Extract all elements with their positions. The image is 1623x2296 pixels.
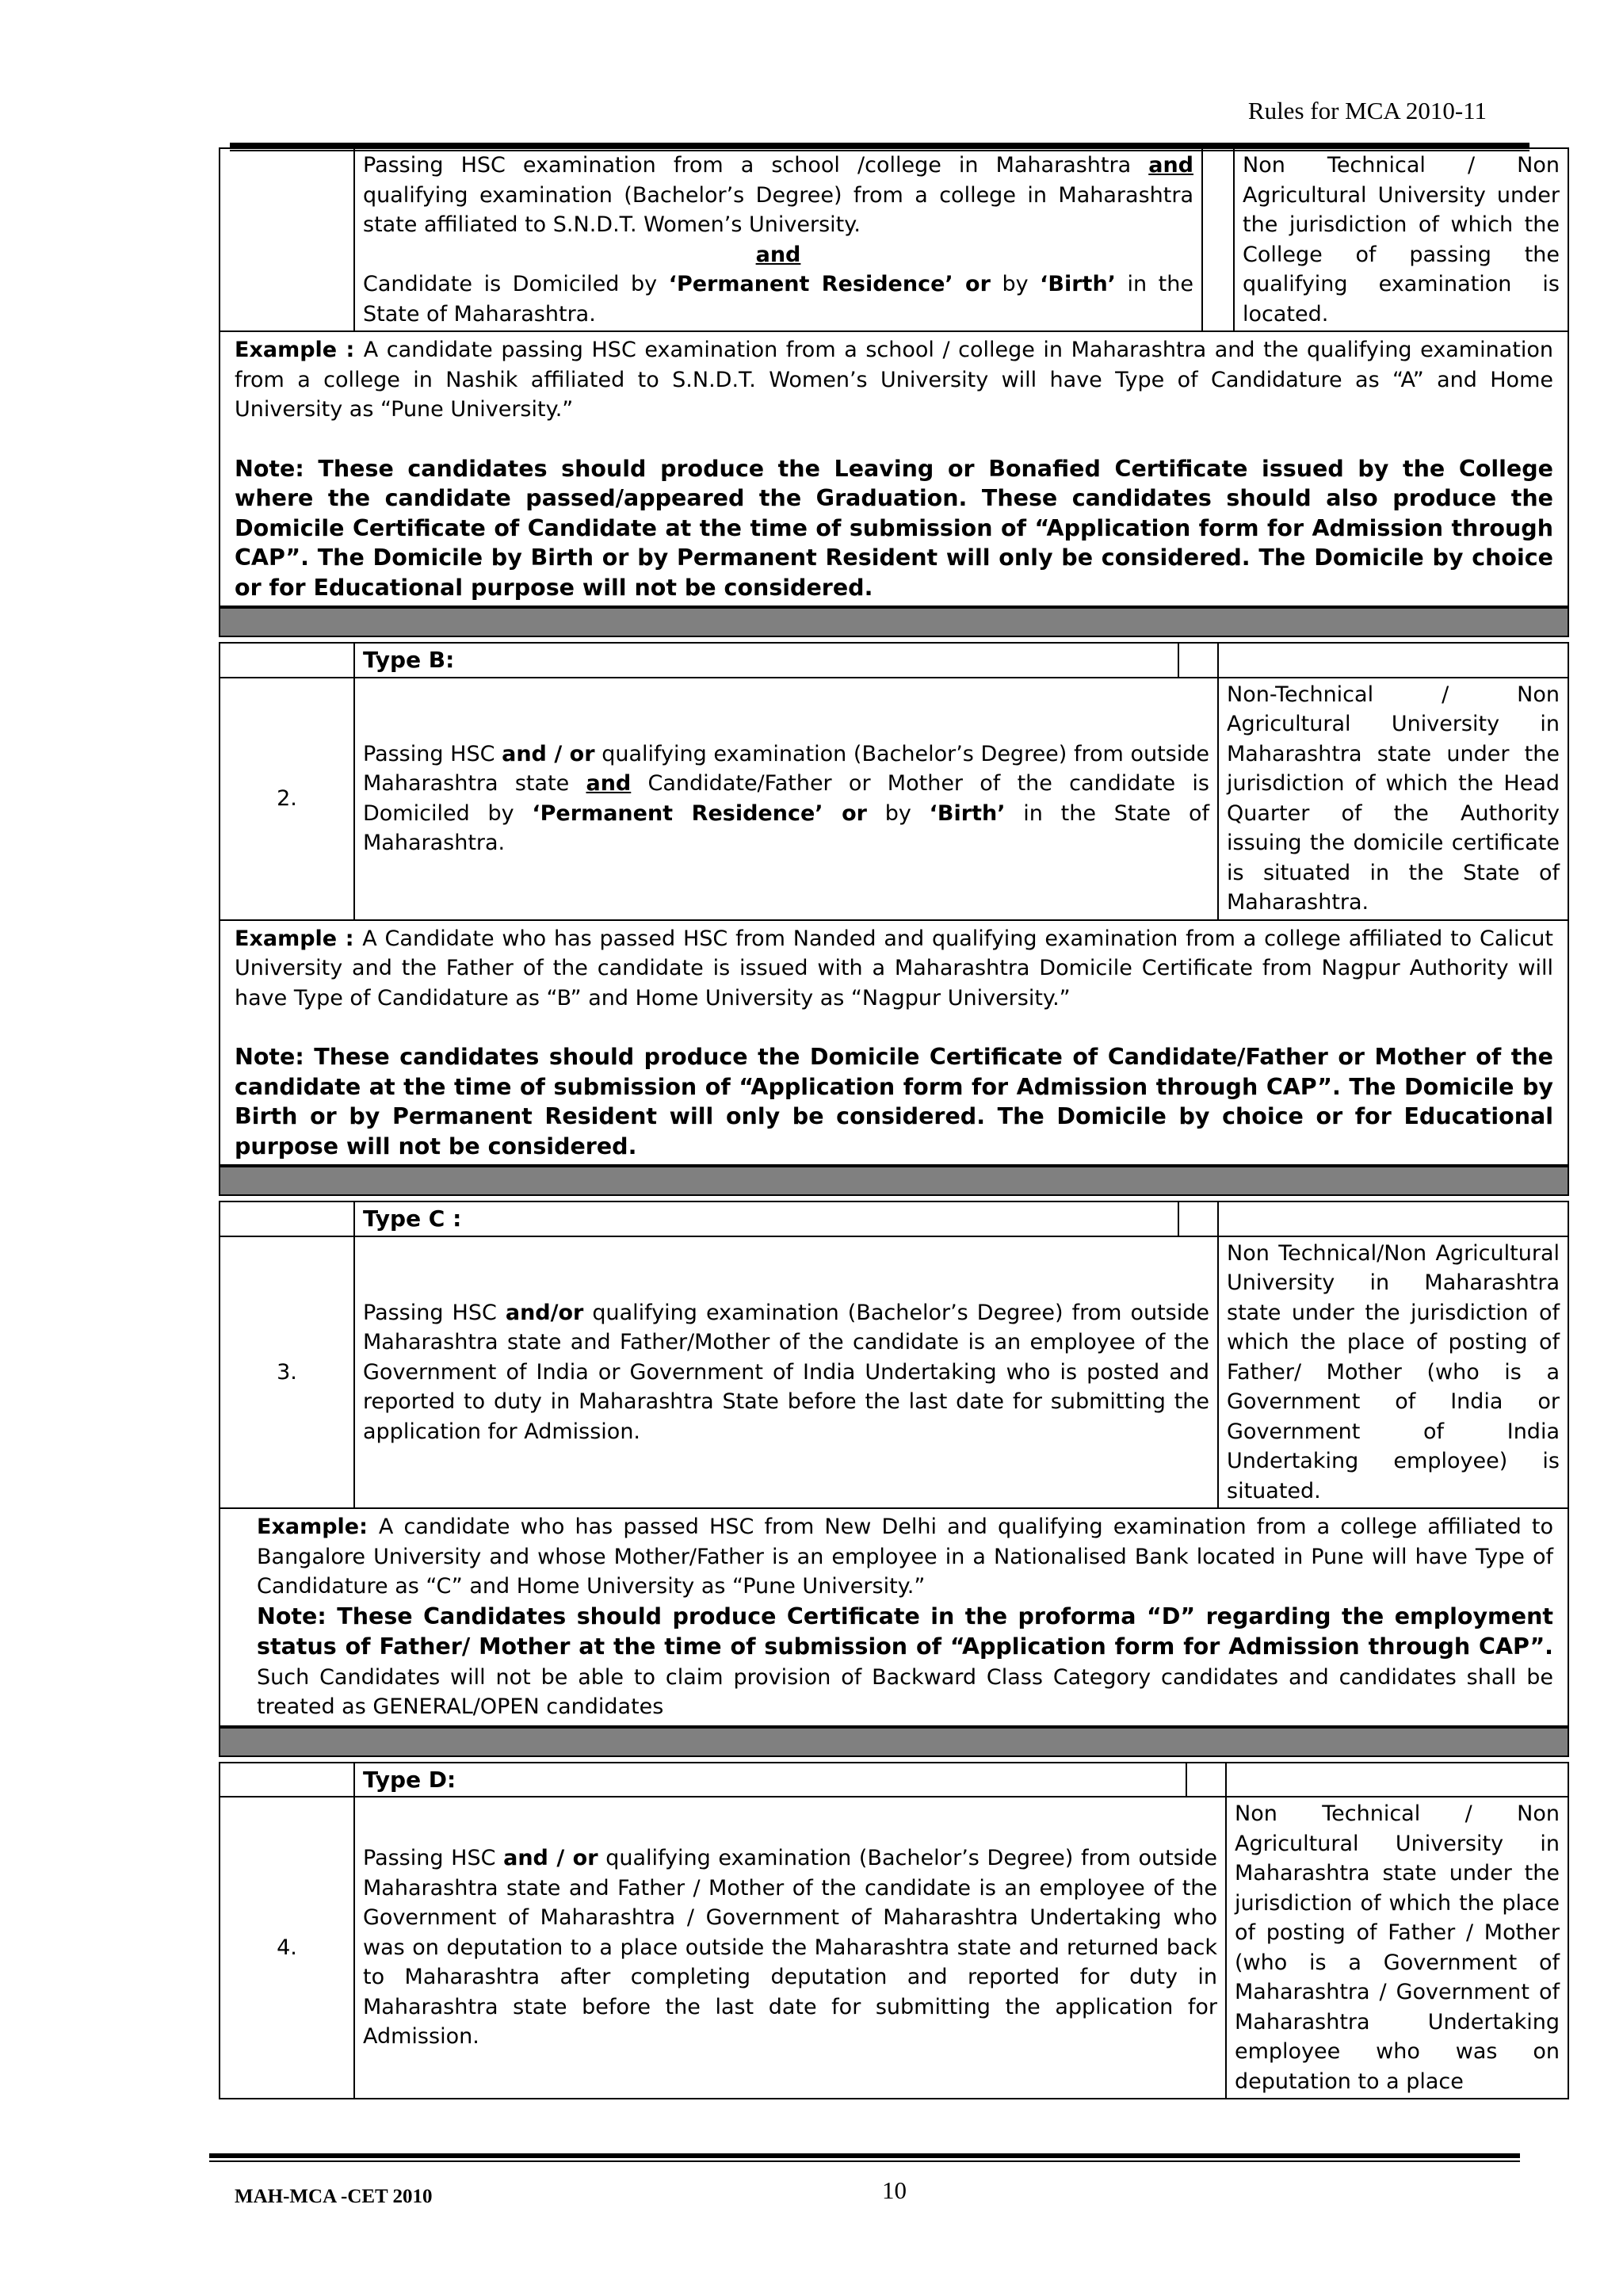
typeA-and-center [363, 240, 1193, 270]
typeC-eligibility [354, 1236, 1218, 1509]
typeA-empty-cell [1202, 148, 1234, 331]
typeD-title: Type D: [354, 1763, 1186, 1797]
typeD-num: 4. [220, 1797, 354, 2099]
typeD-title-empty-1 [1186, 1763, 1226, 1797]
typeB-example-block [219, 921, 1569, 1167]
typeB-title-num [220, 643, 354, 678]
typeD-p2: qualifying examination (Bachelor’s Degree) from outside Maharashtra state and Father / Mother of the candidate is an employee of the Government of Maharashtra / Government of Maharashtra Undertaking who was on deputation to a place outside the Maharashtra state and returned back to Maharashtra after completing deputation and reported for duty in Maharashtra state before the last date for submitting the application for Admission. [363, 1846, 1218, 2050]
typeA-dom-perm: ‘Permanent Residence’ or [668, 272, 991, 296]
typeD-row [220, 1797, 1568, 2099]
separator-1 [219, 607, 1569, 637]
typeB-p3b: ‘Permanent Residence’ or [532, 800, 867, 826]
typeB-p5: in the State of Maharashtra. [363, 800, 1209, 855]
typeB-p1b: and / or [502, 741, 595, 766]
typeA-line1: Passing HSC examination from a school /college in Maharashtra [363, 153, 1149, 178]
typeB-title-empty-1 [1178, 643, 1218, 678]
typeA-dom-mid: by [990, 272, 1041, 296]
typeD-title-empty-2 [1226, 1763, 1568, 1797]
typeC-row [220, 1236, 1568, 1509]
typeB-example-label: Example : [235, 926, 363, 951]
typeC-example-block [219, 1509, 1569, 1727]
typeB-p3: Candidate/Father or Mother of the candidate is Domiciled by [363, 771, 1209, 826]
typeB-p2: qualifying examination (Bachelor’s Degree) from outside Maharashtra state [363, 741, 1210, 796]
typeB-title-empty-2 [1218, 643, 1568, 678]
typeA-row [220, 148, 1568, 331]
footer-rule-thin [209, 2160, 1520, 2162]
gray-band [220, 608, 1568, 636]
typeD-home-university: Non Technical / Non Agricultural University in Maharashtra state under the jurisdiction of which the place of posting of Father / Mother (who is a Government of Maharashtra / Government of Maharashtra Undertaking employee who was on deputation to a place [1226, 1797, 1568, 2099]
typeC-title-empty-1 [1178, 1201, 1218, 1236]
typeB-p1: Passing HSC [363, 741, 502, 766]
typeB-table [219, 642, 1569, 921]
spacer [235, 425, 1553, 454]
typeC-note: Note: These Candidates should produce Certificate in the proforma “D” regarding the employment status of Father/ Mother at the time of submission of “Application form for Admission through CAP”. [257, 1603, 1553, 1660]
typeC-title-row [220, 1201, 1568, 1236]
typeA-example-block [219, 332, 1569, 607]
typeC-example-text: A candidate who has passed HSC from New Delhi and qualifying examination from a college affiliated to Bangalore University and whose Mother/Father is an employee in a Nationalised Bank located in Pune will have Type of Candidature as “C” and Home University as “Pune University.” [257, 1515, 1553, 1599]
typeA-line2: qualifying examination (Bachelor’s Degree) from a college in Maharashtra state affiliated to S.N.D.T. Women’s University. [363, 182, 1193, 237]
typeB-p4: by [867, 800, 930, 826]
typeB-note: Note: These candidates should produce the Domicile Certificate of Candidate/Father or Mother of the candidate at the time of submission of “Application form for Admission through CAP”. The Domicile by Birth or by Permanent Resident will only be considered. The Domicile by choice or for Educational purpose will not be considered. [235, 1044, 1553, 1159]
typeA-eligibility [354, 148, 1202, 331]
typeC-p2: qualifying examination (Bachelor’s Degree) from outside Maharashtra state and Father/Mother of the candidate is an employee of the Government of India or Government of India Undertaking who is posted and reported to duty in Maharashtra State before the last date for submitting the application for Admission. [363, 1300, 1209, 1444]
spacer [235, 1013, 1553, 1042]
page-number: 10 [882, 2176, 907, 2204]
typeC-title-num [220, 1201, 354, 1236]
typeC-title: Type C : [354, 1201, 1178, 1236]
typeD-eligibility [354, 1797, 1226, 2099]
document-body [219, 147, 1569, 2099]
typeB-example-text: A Candidate who has passed HSC from Nanded and qualifying examination from a college affiliated to Calicut University and the Father of the candidate is issued with a Maharashtra Domicile Certificate from Nagpur Authority will have Type of Candidature as “B” and Home University as “Nagpur University.” [235, 926, 1553, 1010]
typeC-num: 3. [220, 1236, 354, 1509]
typeA-dom-pre: Candidate is Domiciled by [363, 272, 669, 296]
typeB-title: Type B: [354, 643, 1178, 678]
gray-band [220, 1167, 1568, 1195]
typeB-title-row [220, 643, 1568, 678]
footer-code: MAH-MCA -CET 2010 [235, 2186, 433, 2207]
typeA-dom-post: in the State of Maharashtra. [363, 272, 1193, 327]
typeB-eligibility [354, 678, 1218, 920]
typeA-and-1: and [1148, 153, 1193, 178]
typeD-title-row [220, 1763, 1568, 1797]
typeA-example-text: A candidate passing HSC examination from a school / college in Maharashtra and the qualifying examination from a college in Nashik affiliated to S.N.D.T. Women’s University will have Type of Candidature as “A” and Home University as “Pune University.” [235, 338, 1553, 422]
typeD-table [219, 1762, 1569, 2100]
typeB-p4b: ‘Birth’ [929, 800, 1006, 826]
gray-band [220, 1728, 1568, 1756]
typeC-example-label: Example: [257, 1515, 379, 1539]
typeA-home-university: Non Technical / Non Agricultural University under the jurisdiction of which the College of passing the qualifying examination is located. [1234, 148, 1568, 331]
typeD-p1: Passing HSC [363, 1846, 504, 1871]
typeD-p1b: and / or [503, 1846, 598, 1871]
running-header: Rules for MCA 2010-11 [1247, 97, 1487, 124]
typeC-title-empty-2 [1218, 1201, 1568, 1236]
separator-3 [219, 1727, 1569, 1757]
footer-rule-thick [209, 2153, 1520, 2158]
typeC-note-wrap [257, 1602, 1553, 1722]
typeD-title-num [220, 1763, 354, 1797]
typeC-p1: Passing HSC [363, 1300, 506, 1325]
typeA-num-cell [220, 148, 354, 331]
separator-2 [219, 1166, 1569, 1196]
typeC-p1b: and/or [505, 1300, 584, 1325]
typeC-home-university: Non Technical/Non Agricultural University in Maharashtra state under the jurisdiction of which the place of posting of Father/ Mother (who is a Government of India or Government of India Undertaking employee) is situated. [1218, 1236, 1568, 1509]
typeC-note-plain: Such Candidates will not be able to claim provision of Backward Class Category candidates and candidates shall be treated as GENERAL/OPEN candidates [257, 1664, 1553, 1719]
typeA-dom-birth: ‘Birth’ [1040, 272, 1116, 296]
typeA-note: Note: These candidates should produce the Leaving or Bonafied Certificate issued by the College where the candidate passed/appeared the Graduation. These candidates should also produce the Domicile Certificate of Candidate at the time of submission of “Application form for Admission through CAP”. The Domicile by Birth or by Permanent Resident will only be considered. The Domicile by choice or for Educational purpose will not be considered. [235, 455, 1553, 601]
typeA-table [219, 147, 1569, 332]
typeC-table [219, 1201, 1569, 1509]
typeB-row [220, 678, 1568, 920]
typeA-example-label: Example : [235, 338, 364, 362]
typeA-and-2: and [755, 242, 801, 267]
typeB-home-university: Non-Technical / Non Agricultural University in Maharashtra state under the jurisdiction of which the Head Quarter of the Authority issuing the domicile certificate is situated in the State of Maharashtra. [1218, 678, 1568, 920]
typeB-p2u: and [586, 771, 632, 796]
typeB-num: 2. [220, 678, 354, 920]
